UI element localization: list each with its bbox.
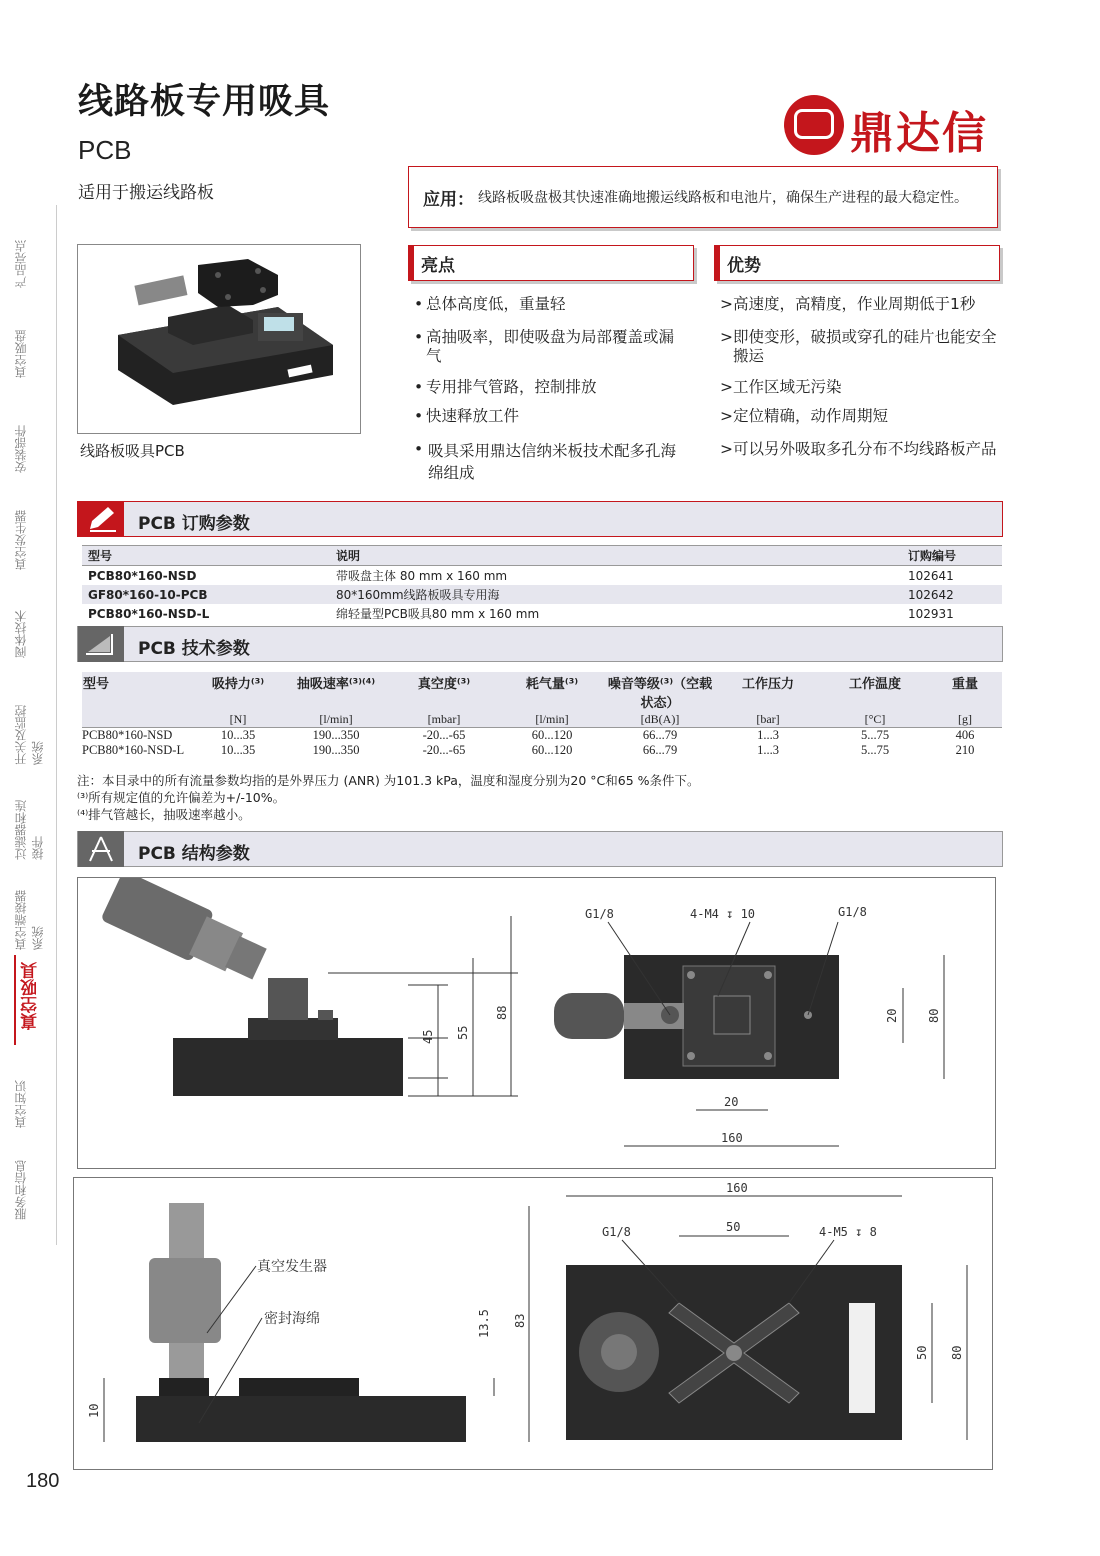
list-item: 总体高度低，重量轻 bbox=[426, 295, 566, 313]
product-photo bbox=[77, 244, 361, 434]
page-number: 180 bbox=[26, 1470, 60, 1492]
application-text: 线路板吸盘极其快速准确地搬运线路板和电池片，确保生产进程的最大稳定性。 bbox=[478, 190, 968, 206]
brand-logo: 鼎达信 bbox=[784, 95, 1006, 157]
sidenav-item[interactable]: 服务和信息 bbox=[14, 1160, 28, 1220]
dim-label: 4-M5 ↧ 8 bbox=[819, 1225, 877, 1239]
page-subtitle: PCB bbox=[78, 135, 132, 165]
logo-icon bbox=[784, 95, 844, 155]
order-section-header: PCB 订购参数 bbox=[77, 501, 1003, 537]
dim-label: 50 bbox=[726, 1220, 741, 1234]
sidenav-item[interactable]: 阀体技术 bbox=[14, 610, 28, 658]
sidenav bbox=[0, 200, 52, 1250]
sidenav-item-active[interactable]: 真空吸具 bbox=[21, 962, 41, 1030]
drawing-1 bbox=[77, 877, 996, 1169]
dim-label: 80 bbox=[927, 1008, 941, 1023]
dim-label: 83 bbox=[513, 1313, 527, 1328]
sidenav-item[interactable]: 真空知识 bbox=[14, 1080, 28, 1128]
note-line: ⁽⁴⁾排气管越长，抽吸速率越小。 bbox=[77, 807, 251, 822]
dim-label: 160 bbox=[726, 1181, 748, 1195]
list-item: 工作区域无污染 bbox=[733, 378, 842, 396]
note-line: 注：本目录中的所有流量参数均指的是外界压力 (ANR) 为101.3 kPa，温度和湿度分别为20 °C和65 %条件下。 bbox=[77, 773, 700, 788]
dim-label: 20 bbox=[885, 1008, 899, 1023]
highlights-list: • 总体高度低，重量轻 • 高抽吸率，即使吸盘为局部覆盖或漏气 • 专用排气管路，控制排放 • 快速释放工件 • 吸具采用鼎达信纳米板技术配多孔海绵组成 bbox=[414, 295, 699, 485]
list-item: 吸具采用鼎达信纳米板技术配多孔海绵组成 bbox=[428, 442, 677, 482]
list-item: 快速释放工件 bbox=[426, 407, 520, 425]
sidenav-item[interactable]: 安装部件 bbox=[14, 425, 28, 473]
list-item: 可以另外吸取多孔分布不均线路板产品 bbox=[733, 440, 997, 458]
order-table: 型号 说明 订购编号 PCB80*160-NSD 带吸盘主体 80 mm x 160 mm 102641 GF80*160-10-PCB 80*160mm线路板吸具专用海 102642 PCB80*160-NSD-L 绵轻量型PCB吸具80 mm x 160 mm 102931 bbox=[82, 545, 1002, 623]
page-description: 适用于搬运线路板 bbox=[78, 183, 214, 203]
photo-caption: 线路板吸具PCB bbox=[80, 442, 185, 460]
table-row: GF80*160-10-PCB 80*160mm线路板吸具专用海 102642 bbox=[82, 585, 1002, 604]
sidenav-item[interactable]: 真空端接器系统 bbox=[14, 890, 45, 950]
tech-table: 型号 吸持力⁽³⁾ 抽吸速率⁽³⁾⁽⁴⁾ 真空度⁽³⁾ 耗气量⁽³⁾ 噪音等级⁽³⁾（空载状态） 工作压力 工作温度 重量 [N] [l/min] [mbar] [l/min] [dB(A)] [bar] [°C] [g] PCB80*160-NSD 10...35 190...350 -20...-65 60...120 66...79 1...3 5...75 406 PCB80*160-NSD-L 10...35 190...350 -20...-65 60...120 66...79 1...3 5...75 210 bbox=[82, 672, 1002, 758]
dim-label: 20 bbox=[724, 1095, 739, 1109]
table-row: PCB80*160-NSD 带吸盘主体 80 mm x 160 mm 102641 bbox=[88, 568, 954, 583]
dim-label: 88 bbox=[495, 1005, 509, 1020]
list-item: 定位精确，动作周期短 bbox=[733, 407, 889, 425]
sidenav-item[interactable]: 产品亮点 bbox=[14, 240, 28, 288]
drawing-2 bbox=[73, 1177, 993, 1470]
sidenav-item[interactable]: 真空发生器 bbox=[14, 510, 28, 570]
chart-icon bbox=[78, 626, 124, 662]
page-title: 线路板专用吸具 bbox=[78, 82, 331, 122]
part-label: 真空发生器 bbox=[257, 1259, 327, 1275]
tech-section-header: PCB 技术参数 bbox=[77, 626, 1003, 662]
table-row: PCB80*160-NSD 10...35 190...350 -20...-65 60...120 66...79 1...3 5...75 406 bbox=[82, 728, 975, 742]
dim-label: 160 bbox=[721, 1131, 743, 1145]
compass-icon bbox=[78, 831, 124, 867]
notes bbox=[77, 772, 700, 823]
table-row: PCB80*160-NSD-L 10...35 190...350 -20...-65 60...120 66...79 1...3 5...75 210 bbox=[82, 743, 975, 757]
sidenav-item[interactable]: 真空吸盘 bbox=[14, 330, 28, 378]
structure-section-header: PCB 结构参数 bbox=[77, 831, 1003, 867]
advantages-list: > 高速度，高精度，作业周期低于1秒 > 即使变形，破损或穿孔的硅片也能安全搬运 > 工作区域无污染 > 定位精确，动作周期短 > 可以另外吸取多孔分布不均线路板产品 bbox=[720, 295, 1020, 485]
application-box bbox=[408, 166, 998, 228]
dim-label: 13.5 bbox=[477, 1309, 491, 1338]
application-label: 应用： bbox=[423, 189, 474, 210]
sidenav-active-marker bbox=[14, 955, 16, 1045]
sidenav-item[interactable]: 过滤器和连接件 bbox=[14, 800, 45, 860]
list-item: 高速度，高精度，作业周期低于1秒 bbox=[733, 295, 976, 313]
table-row: PCB80*160-NSD-L 绵轻量型PCB吸具80 mm x 160 mm 102931 bbox=[88, 606, 954, 621]
dim-label: 4-M4 ↧ 10 bbox=[690, 907, 756, 921]
sidenav-item[interactable]: 开关及监控系统 bbox=[14, 705, 45, 765]
dim-label: G1/8 bbox=[838, 905, 867, 919]
list-item: 即使变形，破损或穿孔的硅片也能安全搬运 bbox=[733, 328, 997, 365]
highlights-header: 亮点 bbox=[408, 245, 694, 281]
dim-label: G1/8 bbox=[585, 907, 614, 921]
pencil-icon bbox=[78, 501, 124, 537]
dim-label: G1/8 bbox=[602, 1225, 631, 1239]
dim-label: 45 bbox=[421, 1029, 435, 1044]
list-item: 专用排气管路，控制排放 bbox=[426, 378, 597, 396]
dim-label: 80 bbox=[950, 1345, 964, 1360]
dim-label: 10 bbox=[87, 1403, 101, 1418]
dim-label: 55 bbox=[456, 1025, 470, 1040]
note-line: ⁽³⁾所有规定值的允许偏差为+/-10%。 bbox=[77, 790, 286, 805]
sidenav-divider bbox=[56, 205, 57, 1245]
dim-label: 50 bbox=[915, 1345, 929, 1360]
part-label: 密封海绵 bbox=[264, 1311, 320, 1327]
list-item: 高抽吸率，即使吸盘为局部覆盖或漏气 bbox=[426, 328, 675, 365]
advantages-header: 优势 bbox=[714, 245, 1000, 281]
